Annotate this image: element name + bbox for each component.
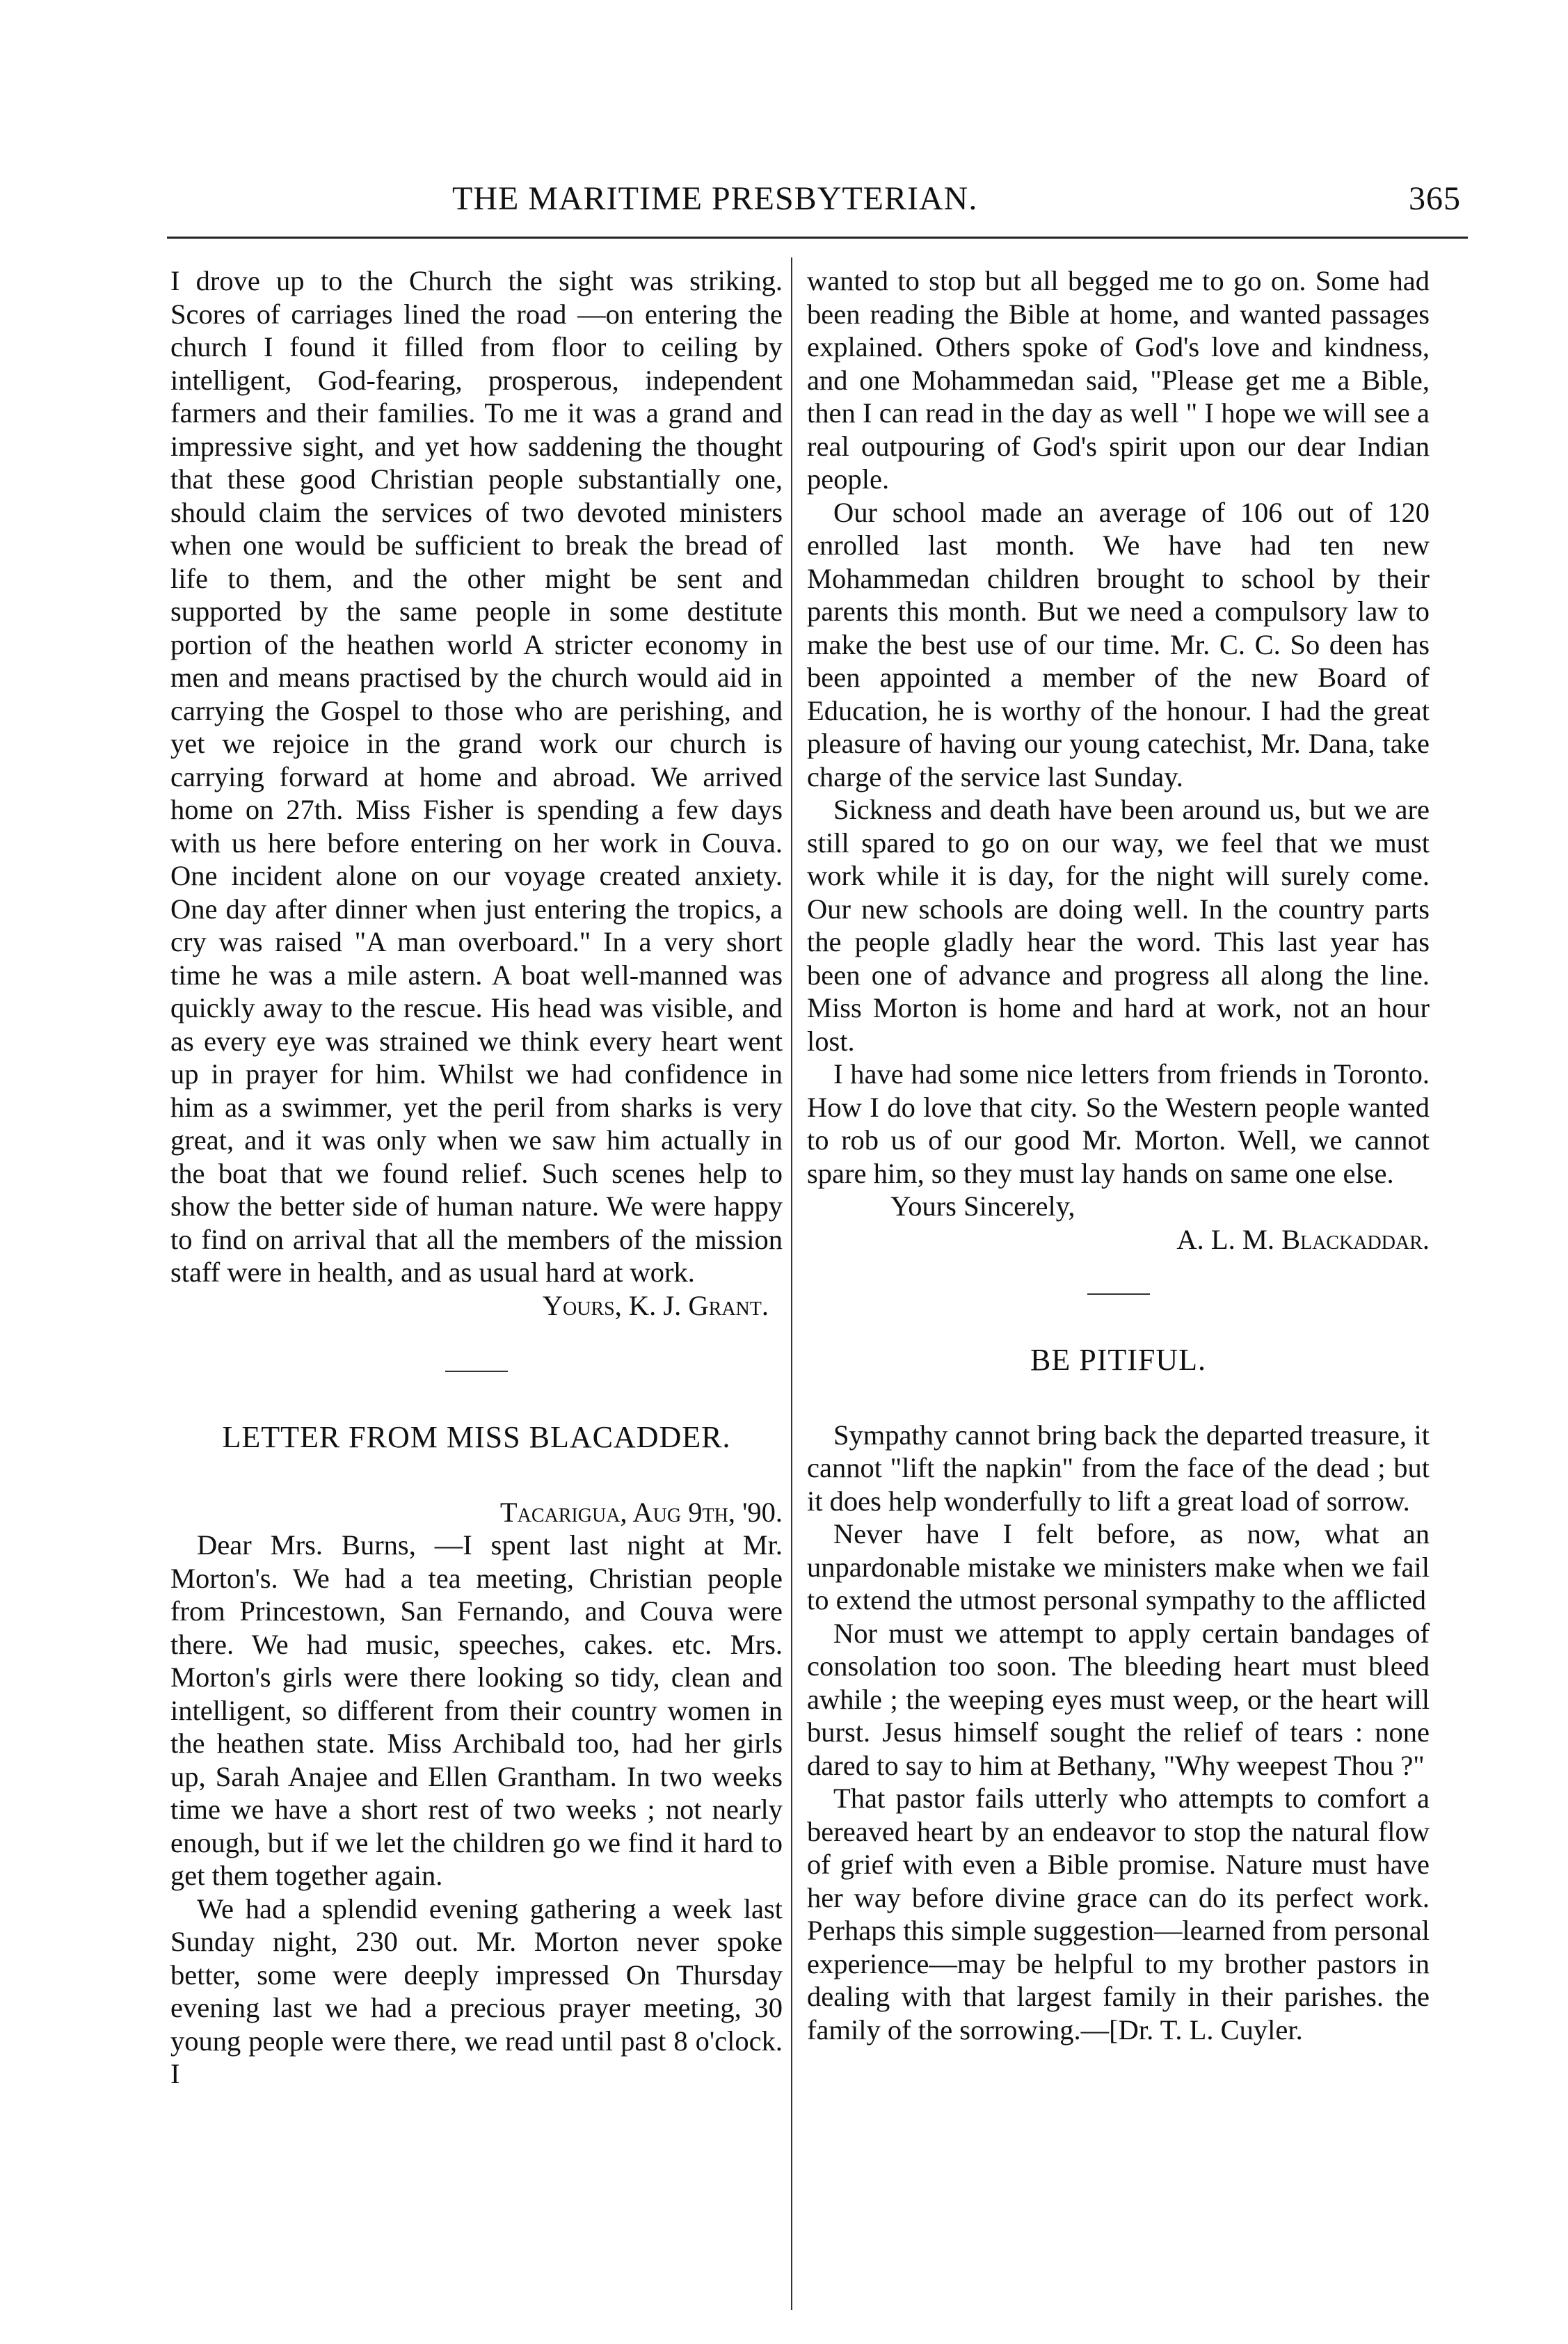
- letter-paragraph: Sickness and death have been around us, but we are still spared to go on our way, we feel that we must work while it is day, for the night will surely come. Our new schools are doing well. In the country parts the people gladly hear the word. This last year has been one of advance and progress all along the line. Miss Morton is home and hard at work, not an hour lost.: [807, 794, 1430, 1057]
- article-paragraph: Nor must we attempt to apply certain bandages of consolation too soon. The bleeding heart must bleed awhile ; the weeping eyes must weep, or the heart will burst. Jesus himself sought the relief of tears : none dared to say to him at Bethany, "Why weepest Thou ?": [807, 1617, 1430, 1781]
- right-column: [807, 264, 1430, 2046]
- letter-continued-paragraph: wanted to stop but all begged me to go on. Some had been reading the Bible at home, and wanted passages explained. Others spoke of God's love and kindness, and one Mohammedan said, "Please get me a Bible, then I can read in the day as well " I hope we will see a real outpouring of God's spirit upon our dear Indian people.: [807, 265, 1430, 495]
- article-paragraph: That pastor fails utterly who attempts to comfort a bereaved heart by an endeavor to stop the natural flow of grief with even a Bible promise. Nature must have her way before divine grace can do its perfect work. Perhaps this simple suggestion—learned from personal experience—may be helpful to my brother pastors in dealing with that largest family in their parishes. the family of the sorrowing.—[Dr. T. L. Cuyler.: [807, 1783, 1430, 2046]
- grant-signature: Yours, K. J. Grant.: [542, 1289, 769, 1321]
- letter-paragraph: Our school made an average of 106 out of 120 enrolled last month. We have had ten new Mohammedan children brought to school by their parents this month. But we need a compulsory law to make the best use of our time. Mr. C. C. So deen has been appointed a member of the new Board of Education, he is worthy of the honour. I had the great pleasure of having our young catechist, Mr. Dana, take charge of the service last Sunday.: [807, 496, 1430, 792]
- blacadder-letter-heading: LETTER FROM MISS BLACADDER.: [222, 1420, 731, 1454]
- article-paragraph: Never have I felt before, as now, what an unpardonable mistake we ministers make when we fail to extend the utmost personal sympathy to the afflicted: [807, 1518, 1430, 1616]
- blackaddar-signature: A. L. M. Blackaddar.: [1176, 1223, 1430, 1255]
- grant-letter-paragraph: I drove up to the Church the sight was striking. Scores of carriages lined the road —on entering the church I found it filled from floor to ceiling by intelligent, God-fearing, prosperous, independent farmers and their families. To me it was a grand and impressive sight, and yet how saddening the thought that these good Christian people substantially one, should claim the services of two devoted ministers when one would be sufficient to break the bread of life to them, and the other might be sent and supported by the same people in some destitute portion of the heathen world A stricter economy in men and means practised by the church would aid in carrying the Gospel to those who are perishing, and yet we rejoice in the grand work our church is carrying forward at home and abroad. We arrived home on 27th. Miss Fisher is spending a few days with us here before entering on her work in Couva. One incident alone on our voyage created anxiety. One day after dinner when just entering the tropics, a cry was raised "A man overboard." In a very short time he was a mile astern. A boat well-manned was quickly away to the rescue. His head was visible, and as every eye was strained we think every heart went up in prayer for him. Whilst we had confidence in him as a swimmer, yet the peril from sharks is very great, and it was only when we saw him actually in the boat that we found relief. Such scenes help to show the better side of human nature. We were happy to find on arrival that all the members of the mission staff were in health, and as usual hard at work.: [170, 265, 783, 1288]
- letter-paragraph: I have had some nice letters from friends in Toronto. How I do love that city. So the Western people wanted to rob us of our good Mr. Morton. Well, we cannot spare him, so they must lay hands on same one else.: [807, 1058, 1430, 1189]
- running-title: THE MARITIME PRESBYTERIAN.: [452, 180, 978, 217]
- letter-paragraph: We had a splendid evening gathering a week last Sunday night, 230 out. Mr. Morton never spoke better, some were deeply impressed On Thursday evening last we had a precious prayer meeting, 30 young people were there, we read until past 8 o'clock. I: [170, 1892, 783, 2089]
- column-divider: [791, 257, 792, 2310]
- letter-paragraph: Dear Mrs. Burns, —I spent last night at Mr. Morton's. We had a tea meeting, Christian people from Princestown, San Fernando, and Couva were there. We had music, speeches, cakes. etc. Mrs. Morton's girls were there looking so tidy, clean and intelligent, so different from their country women in the heathen state. Miss Archibald too, had her girls up, Sarah Anajee and Ellen Grantham. In two weeks time we have a short rest of two weeks ; not nearly enough, but if we let the children go we find it hard to get them together again.: [170, 1529, 783, 1891]
- left-column: [170, 264, 783, 2091]
- page-number: 365: [1409, 180, 1461, 217]
- header-rule: [167, 237, 1468, 239]
- letter-dateline: Tacarigua, Aug 9th, '90.: [499, 1496, 783, 1528]
- article-paragraph: Sympathy cannot bring back the departed treasure, it cannot "lift the napkin" from the face of the dead ; but it does help wonderfully to lift a great load of sorrow.: [807, 1419, 1430, 1517]
- be-pitiful-heading: BE PITIFUL.: [1030, 1343, 1206, 1377]
- section-separator: [445, 1371, 508, 1372]
- section-separator: [1087, 1293, 1150, 1295]
- letter-valediction: Yours Sincerely,: [890, 1190, 1075, 1222]
